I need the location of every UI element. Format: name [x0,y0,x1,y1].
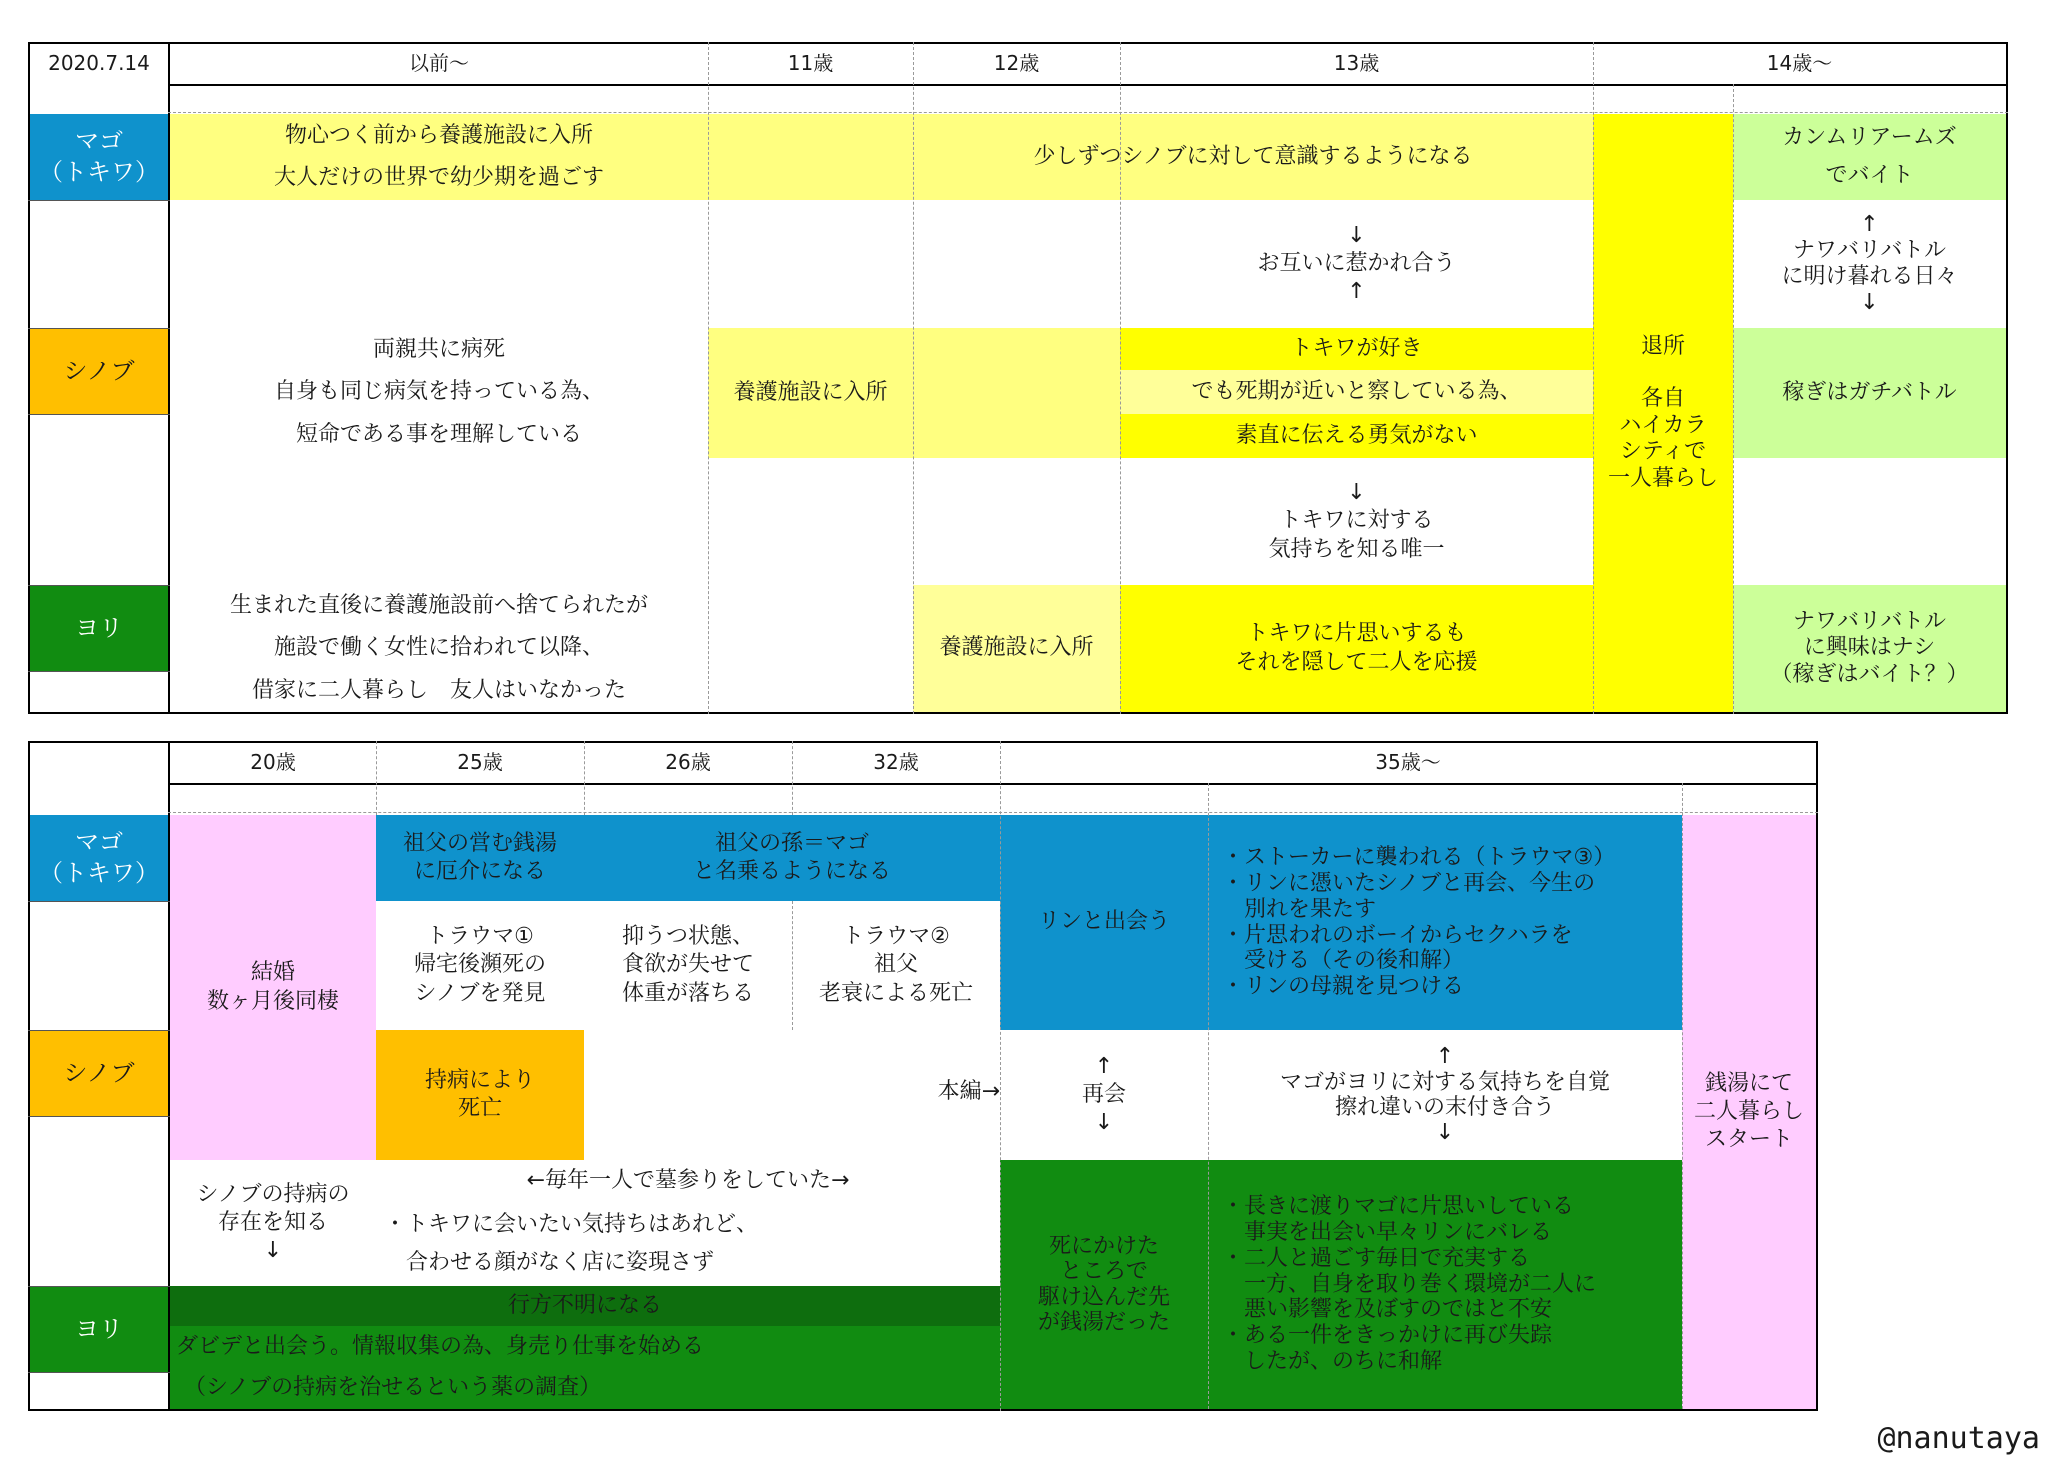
arrow-down: ↓ [1860,289,1879,315]
age-26: 26歳 [665,750,711,775]
row-label-yori: ヨリ [30,585,168,671]
arrow-down: ↓ [1347,480,1366,506]
jibyo-shibo-block [376,1030,584,1160]
row-rule [28,1372,170,1373]
trauma1-line1: トラウマ① [426,924,534,950]
jibyo-shibo-line2: 死亡 [457,1096,502,1121]
yori-13-block [1120,585,1593,712]
sento-start-line2: 二人暮らし [1693,1098,1804,1124]
row-label-mago-2-text: マゴ （トキワ） [39,828,159,887]
bottom-vline [584,741,585,815]
row-rule [28,328,170,329]
row-label-shinobu-2: シノブ [30,1030,168,1116]
trauma1-line3: シノブを発見 [414,980,546,1006]
rin-deau-text: リンと出会う [1037,909,1170,935]
trauma1-line2: 帰宅後瀕死の [413,952,546,978]
mago-35-line1: ・ストーカーに襲われる（トラウマ③） [1222,844,1616,870]
age-20: 20歳 [250,750,296,775]
yori-35-line7: したが、のちに和解 [1222,1349,1443,1375]
kasegi-text: 稼ぎはガチバトル [1782,379,1957,405]
top-vline [913,42,914,714]
demo-shiki: でも死期が近いと察している為、 [1120,370,1593,414]
shiru2-block [170,1160,376,1286]
date-label: 2020.7.14 [48,51,150,76]
bottom-vline [1682,783,1683,1409]
shinikake-block [1000,1160,1208,1409]
age-14: 14歳～ [1766,51,1833,76]
hakamairi: ←毎年一人で墓参りをしていた→ [526,1167,850,1193]
arrow-up: ↑ [1347,279,1366,305]
shinikake-line3: 駆け込んだ先 [1037,1284,1170,1310]
bottom-col-divider [168,741,170,1411]
arrow-up: ↑ [1860,212,1879,238]
kekkon-line2: 数ヶ月後同棲 [206,988,339,1014]
kusuri-text: （シノブの持病を治せるという薬の調査） [170,1368,1000,1409]
age-13: 13歳 [1333,51,1380,76]
row-rule [28,901,170,902]
sento-start-line1: 銭湯にて [1704,1070,1793,1096]
trauma2-line2: 祖父 [873,952,918,978]
saikai-block [1000,1030,1208,1160]
ottagai-text: お互いに惹かれ合う [1257,250,1456,276]
shinobu-12-block [913,328,1120,458]
age-35: 35歳～ [1375,750,1441,775]
age-25: 25歳 [457,750,503,775]
age-32: 32歳 [873,750,919,775]
yukue-block: 行方不明になる [170,1286,1000,1326]
top-subheader-rule [168,112,2008,113]
yokuutsu-line2: 食欲が失せて [621,952,754,978]
sento-yakkai-block [376,815,584,901]
yori-12-block [913,585,1120,712]
sunao: 素直に伝える勇気がない [1120,414,1593,458]
sento-start-line3: スタート [1704,1127,1793,1153]
jikaku-line1: マゴがヨリに対する気持ちを自覚 [1279,1069,1610,1095]
shinobu-before-line1: 両親共に病死 [372,337,505,363]
mago-35-line5: 受ける（その後和解） [1222,948,1465,974]
mago-before-block [170,114,708,200]
shiru2-line1: シノブの持病の [196,1181,350,1207]
jikaku-line2: 擦れ違いの末付き合う [1334,1095,1555,1120]
saikai-text: 再会 [1081,1081,1126,1107]
top-vline [708,42,709,714]
taisho-line1: 退所 [1640,334,1685,360]
row-rule [28,671,170,672]
yori-35-line2: 事実を出会い早々リンにバレる [1222,1219,1553,1245]
trauma1-block [376,901,584,1030]
jibyo-shibo-line1: 持病により [424,1067,535,1093]
taisho-line5: シティで [1619,439,1707,465]
jikaku-block [1208,1030,1682,1160]
bottom-vline [376,741,377,815]
yokuutsu-line3: 体重が落ちる [621,980,754,1006]
age-12: 12歳 [993,51,1040,76]
row-rule [28,414,170,415]
ottagai-block [1120,200,1593,328]
yori-before-line2: 施設で働く女性に拾われて以降、 [273,635,604,661]
top-vline [1593,42,1594,714]
top-vline [1733,84,1734,714]
mago-name-line2: と名乗るようになる [692,859,891,884]
mago-35-line4: ・片思われのボーイからセクハラを [1222,922,1573,948]
bottom-subheader-rule [168,812,1818,813]
tokiwa-suki: トキワが好き [1120,328,1593,370]
yori-35-block [1208,1160,1682,1409]
shinobu-11-text: 養護施設に入所 [733,379,888,405]
sento-yakkai-line2: に厄介になる [413,859,546,884]
yori-35-line3: ・二人と過ごす毎日で充実する [1222,1245,1531,1271]
row-rule [28,585,170,586]
aitai-block [376,1202,1000,1286]
yori-13-line1: トキワに片思いするも [1246,621,1467,647]
yori-before-block [170,585,708,712]
arrow-down: ↓ [263,1238,283,1264]
bottom-header-rule [168,783,1818,785]
yori-before-line3: 借家に二人暮らし 友人はいなかった [251,677,626,703]
shinikake-line2: ところで [1060,1259,1148,1285]
row-label-yori-2: ヨリ [30,1286,168,1372]
kasegi-block [1733,328,2006,458]
yori-35-line5: 悪い影響を及ぼすのではと不安 [1222,1297,1553,1323]
dabide-text: ダビデと出会う。情報収集の為、身売り仕事を始める [170,1326,1000,1368]
age-before: 以前～ [409,51,469,76]
taisho-line6: 一人暮らし [1607,465,1718,491]
shiru-line1: トキワに対する [1279,508,1434,534]
mago-14-line2: でバイト [1825,163,1914,188]
yokuutsu-block [584,901,792,1030]
shinobu-11-block [708,328,913,458]
bottom-vline [792,901,793,1030]
sento-start-block [1682,815,1816,1409]
mago-before-line2: 大人だけの世界で幼少期を過ごす [273,165,604,190]
aitai-line2: 合わせる顔がなく店に姿現さず [384,1250,715,1275]
nawabari-line2: に明け暮れる日々 [1781,264,1958,289]
mago-14-line1: カンムリアームズ [1782,124,1957,150]
row-rule [28,1116,170,1117]
mago-35-line2: ・リンに憑いたシノブと再会、今生の [1222,870,1596,896]
credit-handle: @nanutaya [1877,1420,2040,1456]
row-rule [28,1286,170,1287]
rin-deau-block [1000,815,1208,1030]
row-rule [28,1030,170,1031]
mago-35-line6: ・リンの母親を見つける [1222,974,1465,1000]
nawabari-block [1733,200,2006,328]
mago-35-line3: 別れを果たす [1222,896,1377,922]
yori-14-line3: （稼ぎはバイト？） [1770,661,1969,687]
bottom-vline [1000,741,1001,1411]
shinikake-line4: が銭湯だった [1037,1309,1170,1335]
mago-mid-text: 少しずつシノブに対して意識するようになる [1033,143,1473,169]
bottom-vline [1208,783,1209,1409]
mago-35-block [1208,815,1682,1030]
shiru-block [1120,458,1593,585]
shiru2-line2: 存在を知る [217,1209,328,1235]
row-label-mago-text: マゴ （トキワ） [39,127,159,186]
taisho-line3: 各自 [1640,386,1685,412]
yori-14-block [1733,585,2006,712]
top-vline [1120,42,1121,714]
sento-yakkai-line1: 祖父の営む銭湯 [402,830,557,856]
yokuutsu-line1: 抑うつ状態、 [621,924,754,950]
shinikake-line1: 死にかけた [1048,1233,1159,1259]
yori-12-text: 養護施設に入所 [939,635,1094,661]
mago-14-block [1733,114,2006,200]
shinobu-before-line2: 自身も同じ病気を持っている為、 [273,379,604,405]
yori-14-line2: に興味はナシ [1803,635,1936,661]
trauma2-line1: トラウマ② [842,924,950,950]
trauma2-block [792,901,1000,1030]
top-col-divider [168,42,170,714]
aitai-line1: ・トキワに会いたい気持ちはあれど、 [384,1211,759,1237]
arrow-up: ↑ [1435,1044,1455,1070]
arrow-down: ↓ [1347,222,1366,248]
shinobu-before-block [170,200,708,585]
yori-13-line2: それを隠して二人を応援 [1235,649,1478,675]
mago-name-line1: 祖父の孫＝マゴ [714,830,869,856]
shinobu-before-line3: 短命である事を理解している [295,421,582,447]
yori-35-line4: 一方、自身を取り巻く環境が二人に [1222,1271,1597,1297]
taisho-line4: ハイカラ [1619,412,1707,438]
age-11: 11歳 [787,51,834,76]
shiru-line2: 気持ちを知る唯一 [1268,536,1445,562]
row-label-mago [30,114,168,200]
row-rule [28,200,170,201]
yori-14-line1: ナワバリバトル [1793,608,1946,634]
mago-11-block [708,114,913,200]
arrow-down: ↓ [1435,1120,1455,1146]
top-header-rule [168,84,2008,86]
yori-before-line1: 生まれた直後に養護施設前へ捨てられたが [229,593,648,619]
trauma2-line3: 老衰による死亡 [818,980,973,1006]
mago-before-line1: 物心つく前から養護施設に入所 [284,122,593,148]
mago-name-block [584,815,1000,901]
taisho-block [1593,114,1733,712]
row-label-mago-2 [30,815,168,901]
yori-35-line6: ・ある一件をきっかけに再び失踪 [1222,1323,1553,1349]
row-label-shinobu: シノブ [30,328,168,414]
kekkon-block [170,815,376,1160]
kekkon-line1: 結婚 [250,960,295,986]
mago-mid-block [913,114,1593,200]
arrow-up: ↑ [1094,1053,1114,1079]
honpen-label: 本編→ [937,1078,1000,1104]
yori-35-line1: ・長きに渡りマゴに片思いしている [1222,1193,1575,1219]
bottom-vline [792,741,793,815]
nawabari-line1: ナワバリバトル [1793,238,1946,264]
arrow-down: ↓ [1094,1110,1114,1136]
